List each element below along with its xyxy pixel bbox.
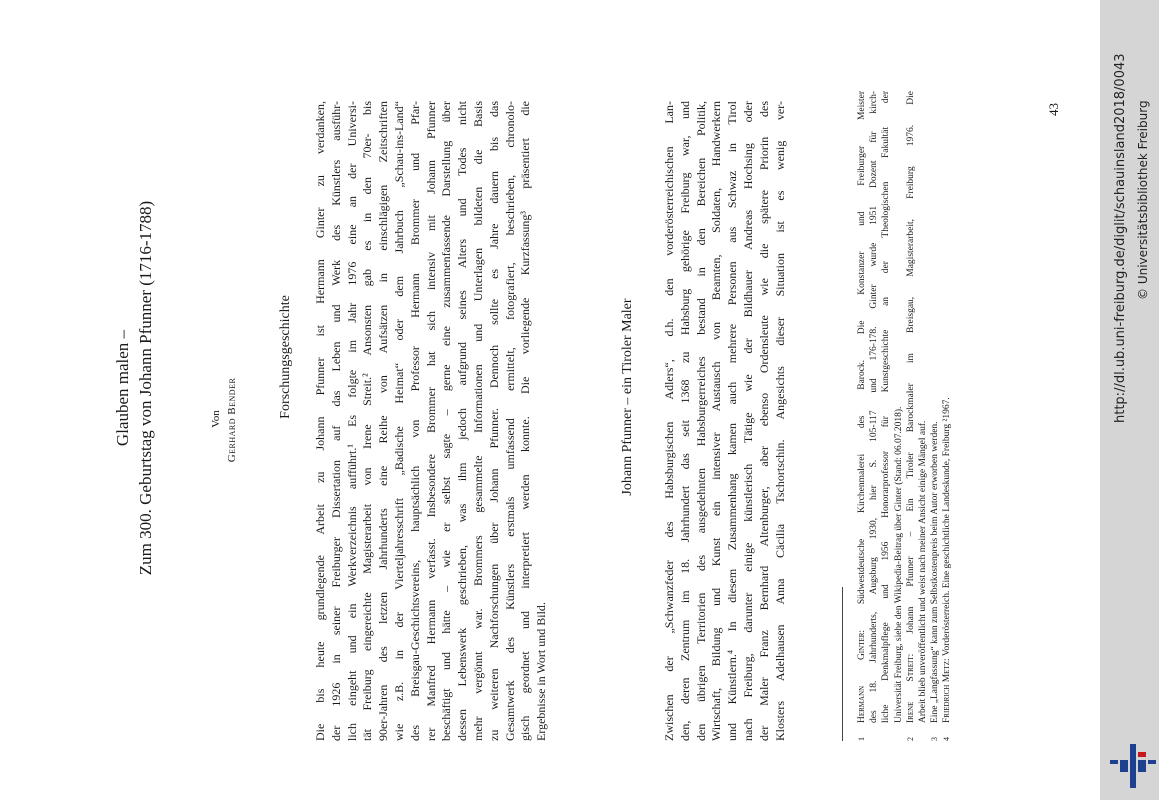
footnote-text: Eine „Langfassung“ kann zum Selbstkostenpreis beim Autor erworben werden. — [930, 421, 941, 723]
text-line: Ergebnisse in Wort und Bild. — [534, 602, 549, 741]
text-line: beschäftigt und hätte – wie er selbst sagte – gerne eine zusammenfassende Darstellung über — [439, 101, 454, 741]
text-line: dessen Lebenswerk geschrieben, was ihm jedoch aufgrund seines Alters und Todes nicht — [455, 101, 470, 741]
footnote-author: Friedrich Metz — [942, 661, 953, 723]
section-heading-tiroler-maler: Johann Pfunner – ein Tiroler Maler — [620, 298, 635, 496]
byline-author: Gerhard Bender — [226, 377, 238, 463]
footnote-line — [856, 91, 868, 741]
text-line: mehr vergönnt war. Brommers gesammelte Informationen und Unterlagen bildeten die Basis — [470, 101, 485, 741]
section-heading-forschungsgeschichte: Forschungsgeschichte — [278, 295, 293, 419]
footnote-author: Hermann Ginter — [857, 632, 867, 723]
text-line: und Künstlern.⁴ In diesem Zusammenhang kamen auch mehrere Personen aus Schwaz in Tirol — [725, 101, 740, 741]
footnote-line — [893, 91, 905, 741]
text-line: der Maler Franz Bernhard Altenburger, aber ebenso Ordensleute wie die spätere Priorin des — [756, 101, 771, 741]
text-line: gisch geordnet und interpretiert werden konnte. Die vorliegende Kurzfassung³ präsentiert die — [518, 101, 533, 741]
page-number: 43 — [1046, 103, 1061, 116]
footnote-text: Universität Freiburg, siehe den Wikipedia-Beitrag über Ginter (Stand: 06.07.2018). — [893, 406, 904, 723]
footnote-line — [880, 91, 892, 741]
footnotes — [856, 91, 954, 741]
footnote-line — [917, 91, 929, 741]
text-line: zu weiteren Nachforschungen über Johann Pfunner. Dennoch sollte es Jahre dauern bis das — [486, 101, 501, 741]
footnote-number: 1 — [857, 737, 866, 741]
footnote-text: : Johann Pfunner – Ein Tiroler Barockmaler im Breisgau, Magisterarbeit, Freiburg 1976. Die — [905, 91, 916, 657]
footnote-text: Arbeit blieb unveröffentlicht und weist nach meiner Ansicht einige Mängel auf. — [918, 420, 929, 723]
footnote-line — [905, 91, 917, 741]
text-line: Gesamtwerk des Künstlers erstmals umfassend ermittelt, fotografiert, beschrieben, chronolo- — [502, 101, 517, 741]
footnote-text: des 18. Jahrhunderts, Augsburg 1930, hier S. 105-117 und 176-178. Ginter wurde 1951 Dozent für kirch- — [869, 91, 880, 723]
footnote-number: 4 — [942, 737, 952, 741]
text-line: rer Manfred Hermann verfasst. Insbesondere Brommer hat sich intensiv mit Johann Pfunner — [423, 101, 438, 741]
copyright-notice: © Universitätsbibliothek Freiburg — [1136, 100, 1150, 300]
text-line: tät Freiburg eingereichte Magisterarbeit von Irene Streit.² Ansonsten gab es in den 70er- bis — [360, 101, 375, 741]
permalink-url[interactable]: http://dl.ub.uni-freiburg.de/diglit/schauinsland2018/0043 — [1113, 53, 1128, 423]
ub-freiburg-logo-icon — [1110, 742, 1156, 790]
article-title-line1: Glauben malen – — [113, 329, 132, 447]
text-line: den übrigen Territorien des ausgedehnten Habsburgerreiches bestand in den Bereichen Politik, — [693, 101, 708, 741]
text-line: nach Freiburg, darunter einige künstlerisch Tätige wie der Bildhauer Andreas Hochsing oder — [740, 101, 755, 741]
section1-paragraph — [313, 101, 550, 741]
section2-paragraph — [662, 101, 788, 741]
footnote-line — [929, 91, 941, 741]
footnote-text: liche Denkmalpflege und 1956 Honorarprofessor für Kunstgeschichte an der Theologischen Fakultät der — [881, 91, 892, 723]
footnote-divider — [842, 587, 843, 741]
text-line: Klosters Adelhausen Anna Cäcilia Tschortschin. Angesichts dieser Situation ist es wenig ver- — [772, 101, 787, 741]
footnote-number: 2 — [905, 737, 915, 741]
footnote-text: : Südwestdeutsche Kirchenmalerei des Barock. Die Konstanzer und Freiburger Meister — [857, 91, 867, 633]
text-line: 90er-Jahren des letzten Jahrhunderts eine Reihe von Aufsätzen in einschlägigen Zeitschriften — [376, 101, 391, 741]
footnote-line — [941, 91, 953, 741]
viewer-sidebar — [1100, 0, 1159, 800]
text-line: Die bis heute grundlegende Arbeit zu Johann Pfunner ist Hermann Ginter zu verdanken, — [313, 101, 327, 741]
text-line: des Breisgau-Geschichtsvereins, hauptsächlich von Professor Hermann Brommer und Pfar- — [407, 101, 422, 741]
text-line: wie z.B. in der Vierteljahresschrift „Badische Heimat“ oder dem Jahrbuch „Schau-ins-Land“ — [391, 101, 406, 741]
text-line: lich eingeht und ein Werkverzeichnis aufführt.¹ Es folgte im Jahr 1976 eine an der Universi- — [344, 101, 359, 741]
text-line: Zwischen der „Schwanzfeder des Habsburgischen Adlers“, d.h. den vorderösterreichischen Lan- — [662, 101, 676, 741]
text-line: den, deren Zentrum im 18. Jahrhundert das seit 1368 zu Habsburg gehörige Freiburg war, und — [677, 101, 692, 741]
footnote-number: 3 — [930, 737, 940, 741]
footnote-author: Irene Streit — [905, 656, 916, 723]
text-line: Wirtschaft, Bildung und Kunst ein intensiver Austausch von Beamten, Soldaten, Handwerkern — [709, 101, 724, 741]
footnote-text: : Vorderösterreich. Eine geschichtliche Landeskunde, Freiburg ²1967. — [942, 397, 953, 661]
text-line: der 1926 in seiner Freiburger Dissertation auf das Leben und Werk des Künstlers ausführ- — [328, 101, 343, 741]
footnote-line — [868, 91, 880, 741]
article-title-line2: Zum 300. Geburtstag von Johann Pfunner (1716-1788) — [136, 200, 155, 576]
byline-von: Von — [210, 410, 222, 428]
